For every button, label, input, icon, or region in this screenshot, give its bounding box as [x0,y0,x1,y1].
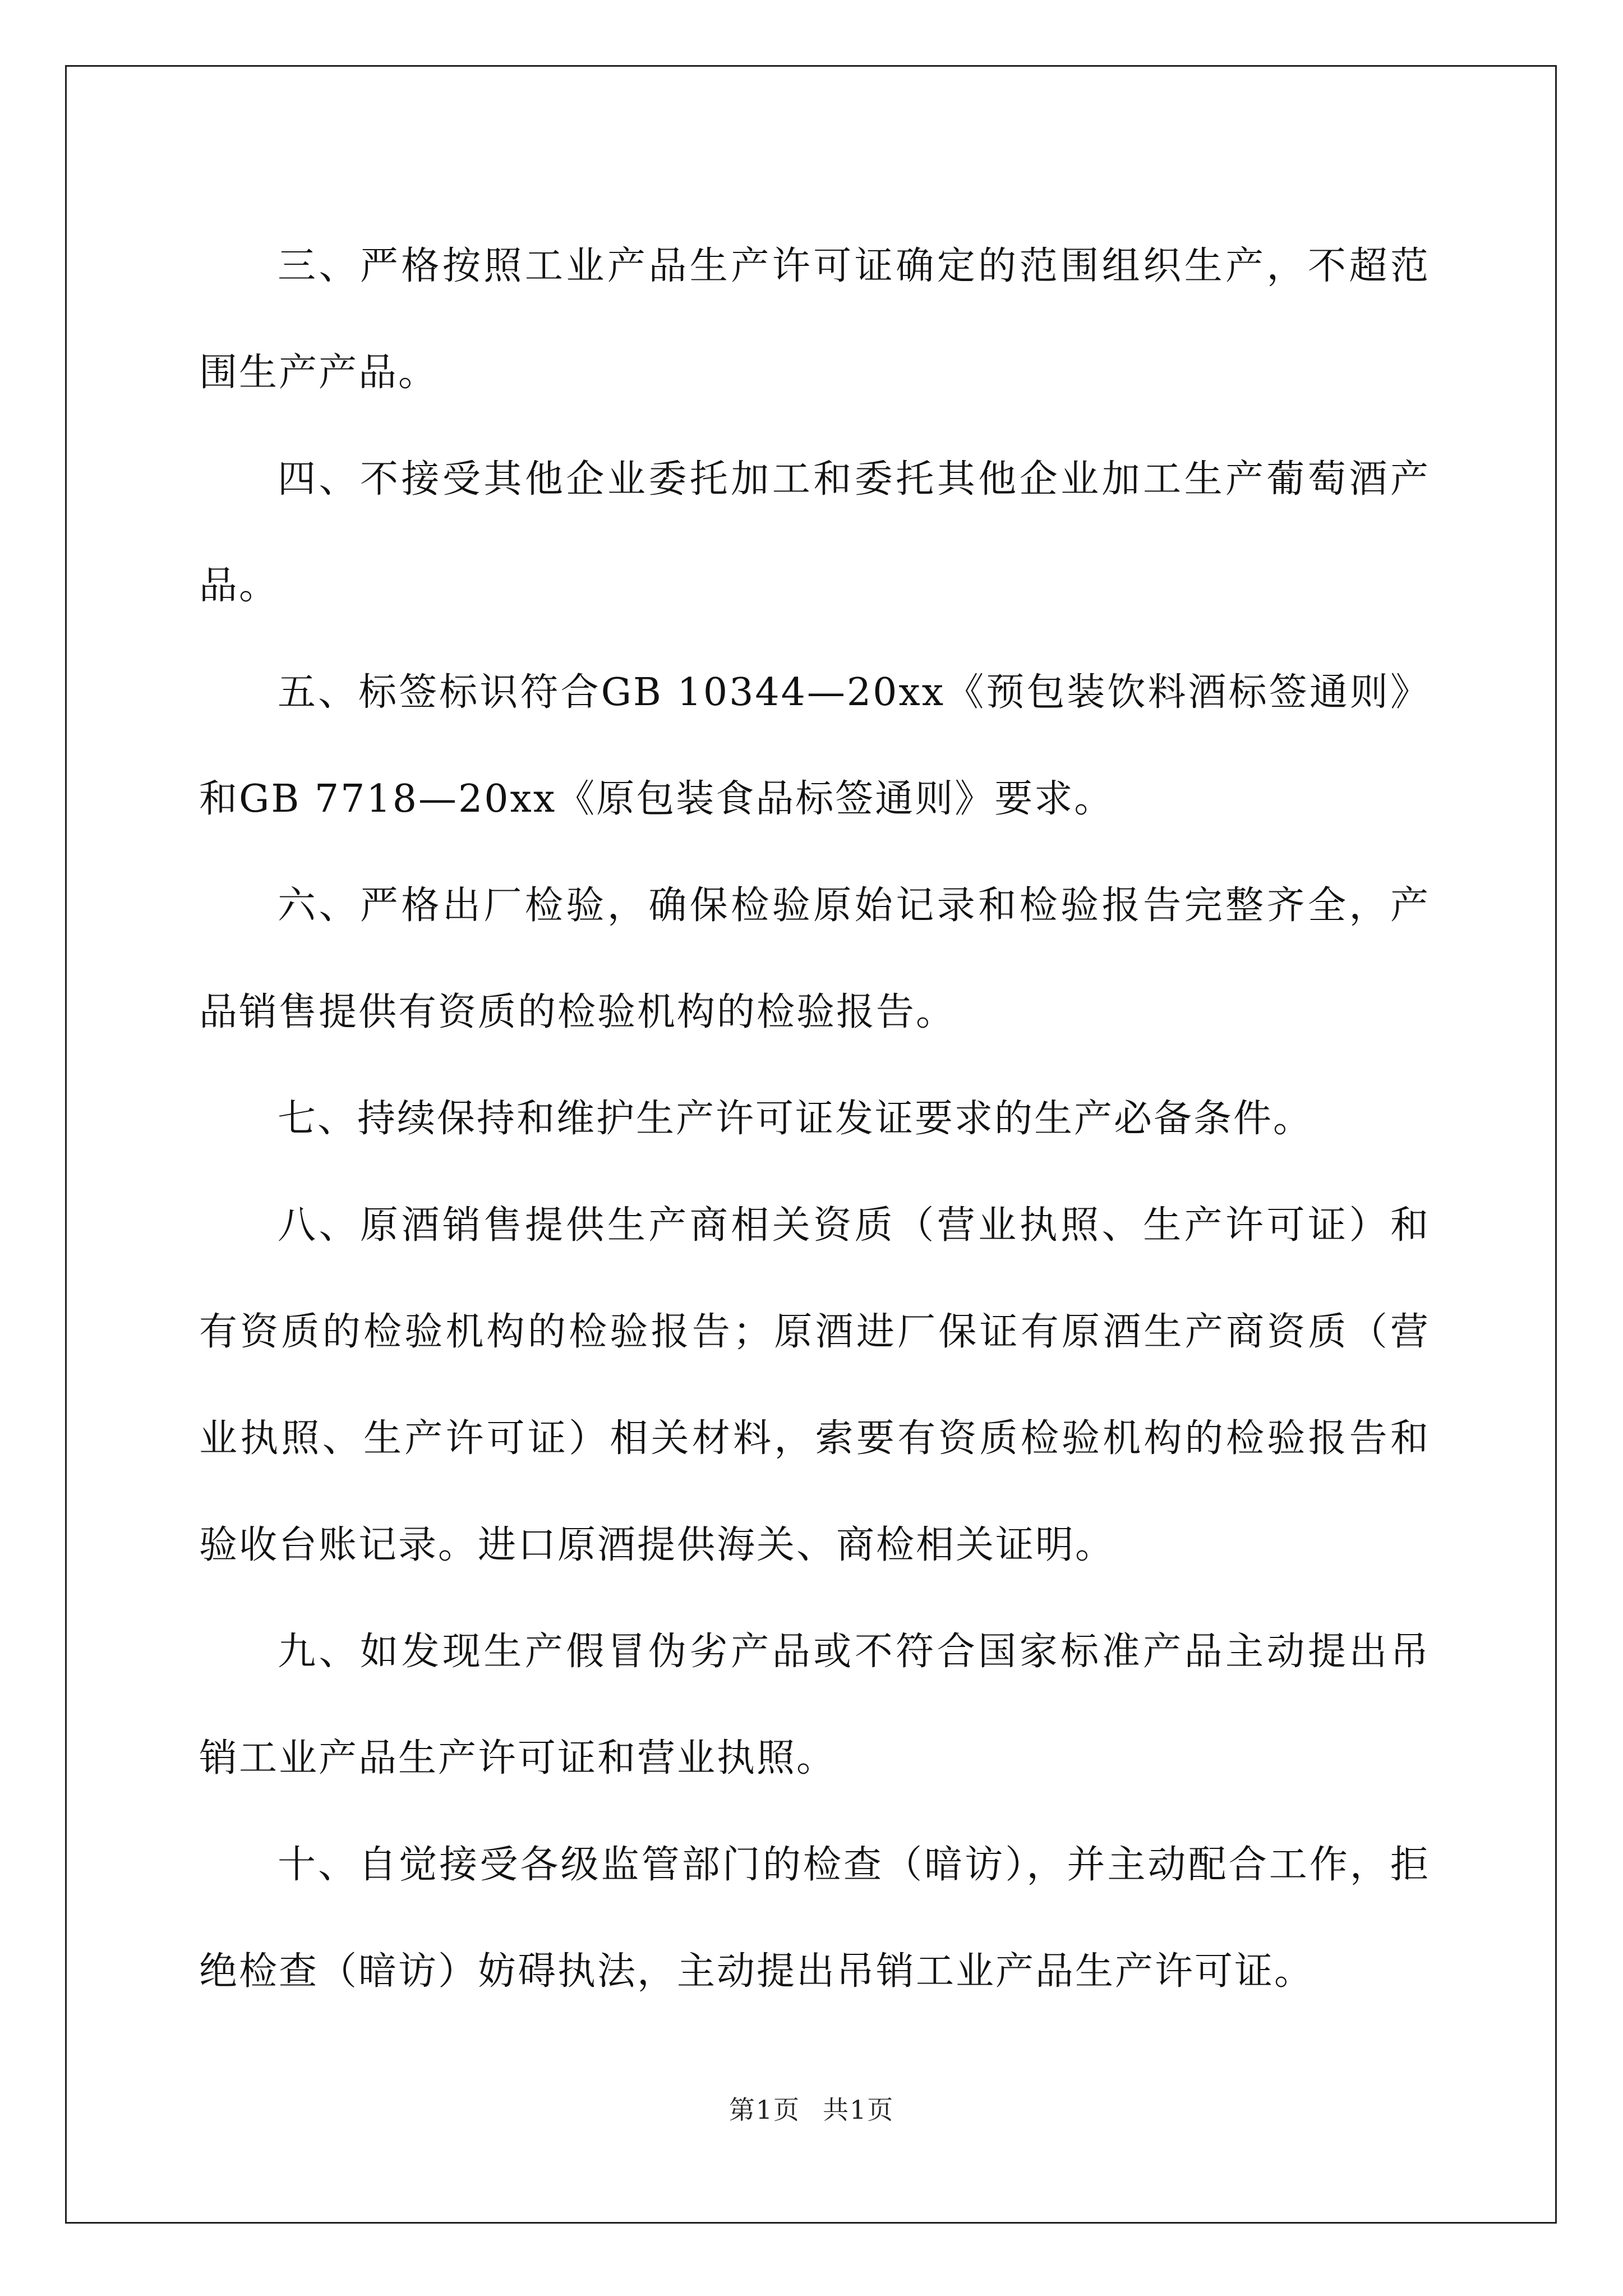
paragraph-3: 三、严格按照工业产品生产许可证确定的范围组织生产，不超范围生产产品。 [199,244,1430,395]
page-number: 第1页 [728,2095,800,2125]
paragraph-10: 十、自觉接受各级监管部门的检查（暗访），并主动配合工作，拒绝检查（暗访）妨碍执法，主动提出吊销工业产品生产许可证。 [199,1843,1430,1994]
document-body [199,213,1430,2025]
paragraph-8: 八、原酒销售提供生产商相关资质（营业执照、生产许可证）和有资质的检验机构的检验报告；原酒进厂保证有原酒生产商资质（营业执照、生产许可证）相关材料，索要有资质检验机构的检验报告和验收台账记录。进口原酒提供海关、商检相关证明。 [199,1203,1430,1567]
paragraph-5: 五、标签标识符合GB 10344—20xx《预包装饮料酒标签通则》和GB 7718—20xx《原包装食品标签通则》要求。 [199,670,1430,821]
page-total: 共1页 [823,2095,895,2125]
page-footer [0,2090,1623,2127]
paragraph-6: 六、严格出厂检验，确保检验原始记录和检验报告完整齐全，产品销售提供有资质的检验机构的检验报告。 [199,884,1430,1034]
paragraph-4: 四、不接受其他企业委托加工和委托其他企业加工生产葡萄酒产品。 [199,457,1430,608]
paragraph-9: 九、如发现生产假冒伪劣产品或不符合国家标准产品主动提出吊销工业产品生产许可证和营业执照。 [199,1630,1430,1780]
paragraph-7: 七、持续保持和维护生产许可证发证要求的生产必备条件。 [278,1097,1313,1141]
